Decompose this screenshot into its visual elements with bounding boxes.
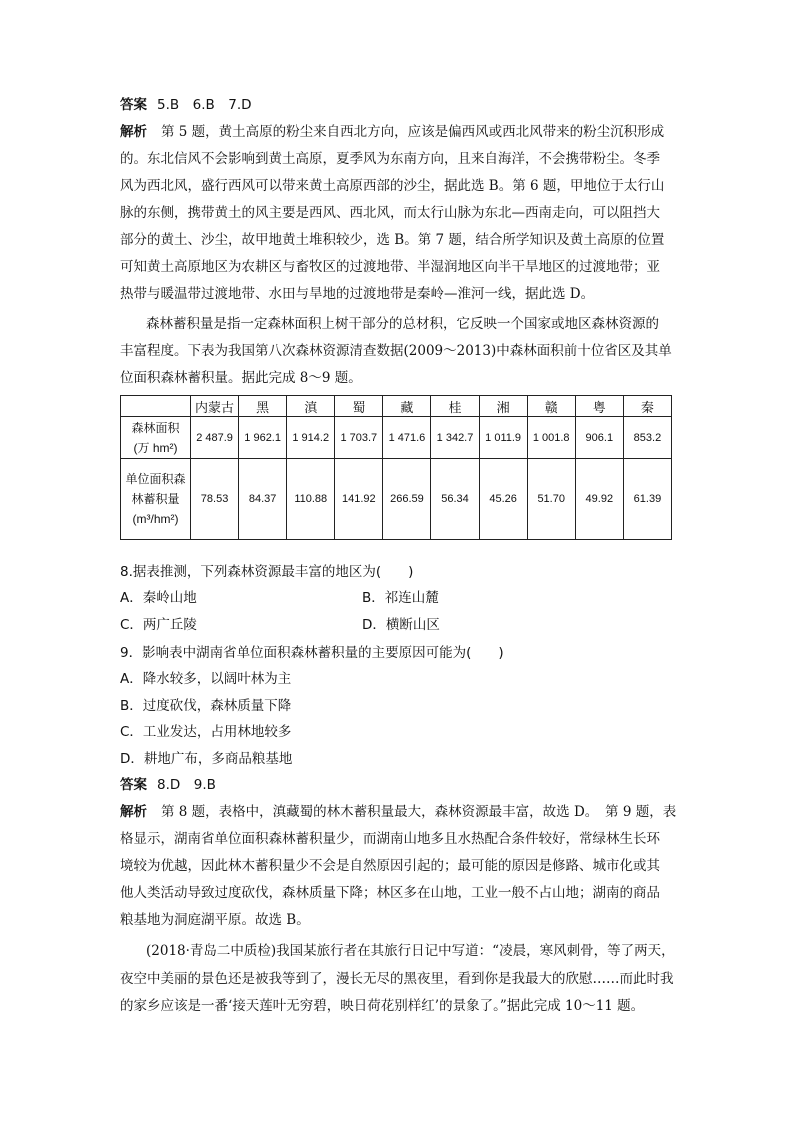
analysis-line: 可知黄土高原地区为农耕区与畜牧区的过渡地带、半湿润地区向半干旱地区的过渡地带；亚 — [120, 259, 660, 275]
question-9-stem: 9．影响表中湖南省单位面积森林蓄积量的主要原因可能为( ) — [120, 645, 504, 661]
table-header-row — [121, 396, 672, 417]
table-cell: 2 487.9 — [191, 417, 239, 459]
answer-label: 答案 — [120, 777, 147, 793]
passage-line: 夜空中美丽的景色还是被我等到了，漫长无尽的黑夜里，看到你是我最大的欣慰……而此时我 — [120, 971, 674, 987]
row-header: 单位面积森 林蓄积量 (m³/hm²) — [121, 459, 191, 540]
analysis-line: 脉的东侧，携带黄土的风主要是西风、西北风，而太行山脉为东北—西南走向，可以阻挡大 — [120, 205, 660, 221]
table-cell: 1 914.2 — [287, 417, 335, 459]
column-header: 秦 — [623, 396, 671, 417]
table-cell: 906.1 — [575, 417, 623, 459]
intro-line: 丰富程度。下表为我国第八次森林资源清查数据(2009～2013)中森林面积前十位省区及其单 — [120, 343, 672, 359]
analysis-line: 格显示，湖南省单位面积森林蓄积量少，而湖南山地多且水热配合条件较好，常绿林生长环 — [120, 831, 660, 847]
analysis-label: 解析 — [120, 124, 147, 140]
q8-option-a[interactable]: A．秦岭山地 — [120, 590, 197, 606]
table-cell: 56.34 — [431, 459, 479, 540]
answer-text: 5.B 6.B 7.D — [157, 97, 252, 113]
table-cell: 51.70 — [527, 459, 575, 540]
table-cell: 78.53 — [191, 459, 239, 540]
table-cell: 1 471.6 — [383, 417, 431, 459]
table-cell: 1 962.1 — [239, 417, 287, 459]
intro-line: 森林蓄积量是指一定森林面积上树干部分的总材积，它反映一个国家或地区森林资源的 — [146, 316, 659, 332]
analysis-line: 解析 第 8 题，表格中，滇藏蜀的林木蓄积量最大，森林资源最丰富，故选 D。 第 9 题，表 — [120, 804, 677, 820]
analysis-line: 部分的黄土、沙尘，故甲地黄土堆积较少，选 B。第 7 题，结合所学知识及黄土高原的位置 — [120, 232, 665, 248]
table-cell: 853.2 — [623, 417, 671, 459]
table-cell: 110.88 — [287, 459, 335, 540]
row-header: 森林面积 (万 hm²) — [121, 417, 191, 459]
analysis-line: 热带与暖温带过渡地带、水田与旱地的过渡地带是秦岭—淮河一线，据此选 D。 — [120, 286, 595, 302]
analysis-label: 解析 — [120, 804, 147, 820]
analysis-line: 风为西北风，盛行西风可以带来黄土高原西部的沙尘，据此选 B。第 6 题，甲地位于太行山 — [120, 178, 665, 194]
column-header: 黑 — [239, 396, 287, 417]
analysis-line: 他人类活动导致过度砍伐，森林质量下降；林区多在山地，工业一般不占山地；湖南的商品 — [120, 885, 660, 901]
q9-option-c[interactable]: C．工业发达，占用林地较多 — [120, 724, 292, 740]
table-corner-cell — [121, 396, 191, 417]
table-cell: 141.92 — [335, 459, 383, 540]
analysis-line: 解析 第 5 题，黄土高原的粉尘来自西北方向，应该是偏西风或西北风带来的粉尘沉积形成 — [120, 124, 665, 140]
table-cell: 266.59 — [383, 459, 431, 540]
column-header: 滇 — [287, 396, 335, 417]
q8-option-d[interactable]: D．横断山区 — [362, 617, 440, 633]
table-cell: 1 342.7 — [431, 417, 479, 459]
column-header: 蜀 — [335, 396, 383, 417]
passage-line: (2018·青岛二中质检)我国某旅行者在其旅行日记中写道：“凌晨，寒风刺骨，等了两天， — [146, 943, 675, 959]
passage-line: 的家乡应该是一番‘接天莲叶无穷碧，映日荷花别样红’的景象了。”据此完成 10～11 题。 — [120, 998, 645, 1014]
q8-option-b[interactable]: B．祁连山麓 — [362, 590, 439, 606]
table-row-forest-area — [121, 417, 672, 459]
table-row-stock-volume — [121, 459, 672, 540]
answer-text: 8.D 9.B — [157, 777, 216, 793]
analysis-line: 粮基地为洞庭湖平原。故选 B。 — [120, 912, 310, 928]
table-cell: 1 011.9 — [479, 417, 527, 459]
table-cell: 1 001.8 — [527, 417, 575, 459]
analysis-line: 的。东北信风不会影响到黄土高原，夏季风为东南方向，且来自海洋，不会携带粉尘。冬季 — [120, 151, 660, 167]
table-cell: 45.26 — [479, 459, 527, 540]
intro-line: 位面积森林蓄积量。据此完成 8～9 题。 — [120, 370, 362, 386]
q9-option-b[interactable]: B．过度砍伐，森林质量下降 — [120, 698, 292, 714]
q9-option-a[interactable]: A．降水较多，以阔叶林为主 — [120, 671, 292, 687]
column-header: 内蒙古 — [191, 396, 239, 417]
answer-label: 答案 — [120, 97, 147, 113]
answer-line-2 — [120, 777, 216, 793]
forest-data-table — [120, 395, 672, 540]
table-cell: 1 703.7 — [335, 417, 383, 459]
question-8-stem: 8.据表推测，下列森林资源最丰富的地区为( ) — [120, 564, 414, 580]
q9-option-d[interactable]: D．耕地广布，多商品粮基地 — [120, 751, 293, 767]
table-cell: 49.92 — [575, 459, 623, 540]
column-header: 粤 — [575, 396, 623, 417]
answer-line-1 — [120, 97, 252, 113]
column-header: 桂 — [431, 396, 479, 417]
analysis-line: 境较为优越，因此林木蓄积量少不会是自然原因引起的；最可能的原因是修路、城市化或其 — [120, 858, 660, 874]
column-header: 藏 — [383, 396, 431, 417]
table-cell: 84.37 — [239, 459, 287, 540]
column-header: 赣 — [527, 396, 575, 417]
table-cell: 61.39 — [623, 459, 671, 540]
column-header: 湘 — [479, 396, 527, 417]
q8-option-c[interactable]: C．两广丘陵 — [120, 617, 197, 633]
